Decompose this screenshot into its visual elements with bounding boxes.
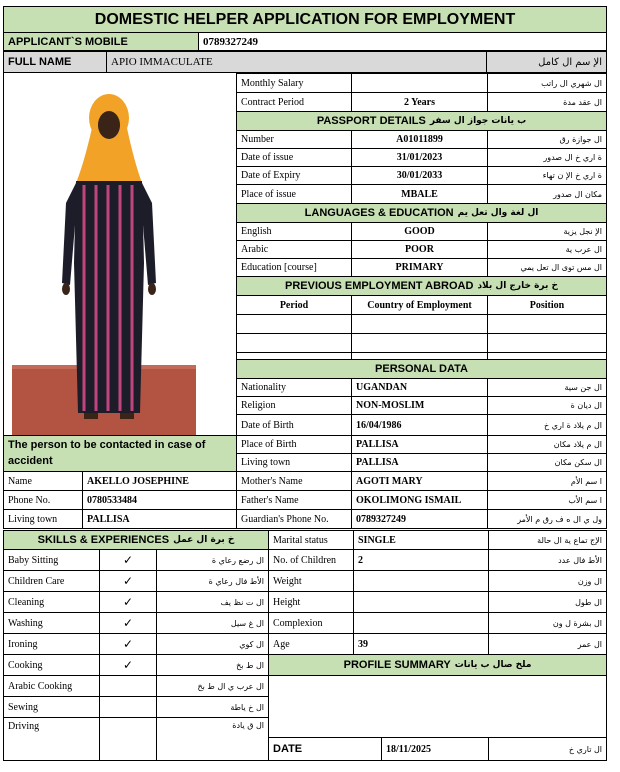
complexion-value: [353, 612, 489, 634]
marital-ar: الإج تماع ية ال حالة: [488, 530, 607, 550]
religion-label: Religion: [236, 396, 352, 415]
skill-ar: ال خ ياطة: [156, 696, 269, 718]
date-value: 18/11/2025: [381, 737, 489, 761]
issue-place-label: Place of issue: [236, 184, 352, 204]
employment-header-label: PREVIOUS EMPLOYMENT ABROAD: [284, 280, 474, 292]
issue-date-value: 31/01/2023: [351, 148, 488, 167]
guardian-phone-label: Guardian's Phone No.: [236, 509, 352, 529]
passport-header-label: PASSPORT DETAILS: [316, 115, 426, 127]
skill-label: Washing: [3, 612, 100, 634]
salary-label: Monthly Salary: [236, 73, 352, 93]
skill-ar: ال غ سيل: [156, 612, 269, 634]
education-ar: ال مس توى ال تعل يمي: [487, 258, 607, 277]
arabic-value: POOR: [351, 240, 488, 259]
religion-value: NON-MOSLIM: [351, 396, 488, 415]
issue-date-ar: ة اري خ ال صدور: [487, 148, 607, 167]
skill-label: Arabic Cooking: [3, 675, 100, 697]
check-icon: [99, 675, 157, 697]
employment-cell: [487, 314, 607, 334]
passport-number-label: Number: [236, 130, 352, 149]
employment-cell: [487, 333, 607, 353]
mobile-label: APPLICANT`S MOBILE: [3, 32, 199, 51]
applicant-photo: [3, 73, 237, 436]
religion-ar: ال ديان ة: [487, 396, 607, 415]
skill-ar: ال كوي: [156, 633, 269, 655]
contact-name-label: Name: [3, 471, 83, 491]
profile-summary-box: [268, 675, 607, 738]
education-value: PRIMARY: [351, 258, 488, 277]
nationality-ar: ال جن سية: [487, 378, 607, 397]
nationality-value: UGANDAN: [351, 378, 488, 397]
check-icon: ✓: [99, 654, 157, 676]
skill-label: Cooking: [3, 654, 100, 676]
guardian-phone-value: 0789327249: [351, 509, 488, 529]
employment-cell: [351, 333, 488, 353]
check-icon: ✓: [99, 549, 157, 571]
marital-value: SINGLE: [353, 530, 489, 550]
mobile-value: 0789327249: [198, 32, 607, 51]
contact-phone-value: 0780533484: [82, 490, 237, 510]
full-name-label: FULL NAME: [3, 51, 107, 73]
contract-value: 2 Years: [351, 92, 488, 112]
skill-label: Cleaning: [3, 591, 100, 613]
skill-label: Baby Sitting: [3, 549, 100, 571]
contract-ar: ال عقد مدة: [487, 92, 607, 112]
employment-header: [236, 276, 607, 296]
english-label: English: [236, 222, 352, 241]
mother-name-ar: ا سم الأم: [487, 471, 607, 491]
weight-ar: ال وزن: [488, 570, 607, 592]
height-value: [353, 591, 489, 613]
english-ar: الإ نجل يزية: [487, 222, 607, 241]
employment-col-period: Period: [236, 295, 352, 315]
weight-value: [353, 570, 489, 592]
age-value: 39: [353, 633, 489, 655]
children-label: No. of Children: [268, 549, 354, 571]
weight-label: Weight: [268, 570, 354, 592]
arabic-ar: ال عرب ية: [487, 240, 607, 259]
complexion-ar: ال بشرة ل ون: [488, 612, 607, 634]
date-ar: ال تاري خ: [488, 737, 607, 761]
skill-ar: ال ط بخ: [156, 654, 269, 676]
page-title: DOMESTIC HELPER APPLICATION FOR EMPLOYMENT: [3, 6, 607, 33]
contract-label: Contract Period: [236, 92, 352, 112]
passport-header: [236, 111, 607, 131]
contact-header: The person to be contacted in case of accident: [3, 435, 237, 472]
employment-cell: [236, 333, 352, 353]
mother-name-label: Mother's Name: [236, 471, 352, 491]
passport-number-ar: ال جوازة رق: [487, 130, 607, 149]
contact-town-value: PALLISA: [82, 509, 237, 529]
personal-header: PERSONAL DATA: [236, 359, 607, 379]
skills-header-ar: خ برة ال عمل: [173, 535, 235, 545]
skill-label: Ironing: [3, 633, 100, 655]
employment-col-country: Country of Employment: [351, 295, 488, 315]
expiry-date-ar: ة اري خ الإ ن تهاء: [487, 166, 607, 185]
mother-name-value: AGOTI MARY: [351, 471, 488, 491]
father-name-value: OKOLIMONG ISMAIL: [351, 490, 488, 510]
employment-cell: [236, 314, 352, 334]
contact-phone-label: Phone No.: [3, 490, 83, 510]
skill-label: Sewing: [3, 696, 100, 718]
height-ar: ال طول: [488, 591, 607, 613]
father-name-ar: ا سم الأب: [487, 490, 607, 510]
skill-ar: ال ت نظ يف: [156, 591, 269, 613]
height-label: Height: [268, 591, 354, 613]
check-icon: [99, 696, 157, 718]
employment-cell: [351, 314, 488, 334]
birth-place-label: Place of Birth: [236, 435, 352, 454]
check-icon: [99, 717, 157, 761]
check-icon: ✓: [99, 633, 157, 655]
dob-value: 16/04/1986: [351, 414, 488, 436]
arabic-label: Arabic: [236, 240, 352, 259]
check-icon: ✓: [99, 612, 157, 634]
passport-header-ar: ب يانات جواز ال سفر: [429, 116, 527, 126]
skill-ar: ال عرب ي ال ط بخ: [156, 675, 269, 697]
living-town-ar: ال سكن مكان: [487, 453, 607, 472]
languages-header-label: LANGUAGES & EDUCATION: [304, 207, 454, 219]
age-label: Age: [268, 633, 354, 655]
salary-ar: ال شهري ال راتب: [487, 73, 607, 93]
birth-place-ar: ال م يلاد مكان: [487, 435, 607, 454]
passport-number-value: A01011899: [351, 130, 488, 149]
expiry-date-label: Date of Expiry: [236, 166, 352, 185]
full-name-ar: الإ سم ال كامل: [486, 51, 607, 73]
dob-label: Date of Birth: [236, 414, 352, 436]
living-town-label: Living town: [236, 453, 352, 472]
contact-town-label: Living town: [3, 509, 83, 529]
check-icon: ✓: [99, 591, 157, 613]
full-name-value: APIO IMMACULATE: [106, 51, 487, 73]
birth-place-value: PALLISA: [351, 435, 488, 454]
skill-ar: الأط فال رعاي ة: [156, 570, 269, 592]
date-label: DATE: [268, 737, 382, 761]
education-label: Education [course]: [236, 258, 352, 277]
father-name-label: Father's Name: [236, 490, 352, 510]
skill-label: Driving: [3, 717, 100, 761]
check-icon: ✓: [99, 570, 157, 592]
skill-ar: ال رضع رعاي ة: [156, 549, 269, 571]
salary-value: [351, 73, 488, 93]
skill-ar: ال ق يادة: [156, 717, 269, 761]
contact-name-value: AKELLO JOSEPHINE: [82, 471, 237, 491]
english-value: GOOD: [351, 222, 488, 241]
living-town-value: PALLISA: [351, 453, 488, 472]
employment-col-position: Position: [487, 295, 607, 315]
age-ar: ال عمر: [488, 633, 607, 655]
skill-label: Children Care: [3, 570, 100, 592]
dob-ar: ال م يلاد ة اري خ: [487, 414, 607, 436]
issue-place-ar: مكان ال صدور: [487, 184, 607, 204]
profile-header: [268, 654, 607, 676]
profile-header-ar: ملخ صال ب يانات: [454, 660, 532, 670]
expiry-date-value: 30/01/2033: [351, 166, 488, 185]
nationality-label: Nationality: [236, 378, 352, 397]
skills-header-label: SKILLS & EXPERIENCES: [37, 534, 170, 546]
children-ar: الأط فال عدد: [488, 549, 607, 571]
employment-header-ar: خ برة خارج ال بلاد: [477, 281, 559, 291]
marital-label: Marital status: [268, 530, 354, 550]
languages-header: [236, 203, 607, 223]
issue-date-label: Date of issue: [236, 148, 352, 167]
guardian-phone-ar: ول ي ال ه ف رق م الأمر: [487, 509, 607, 529]
profile-header-label: PROFILE SUMMARY: [343, 659, 451, 671]
issue-place-value: MBALE: [351, 184, 488, 204]
children-value: 2: [353, 549, 489, 571]
languages-header-ar: ال لغة وال تعل يم: [457, 208, 539, 218]
skills-header: [3, 530, 269, 550]
complexion-label: Complexion: [268, 612, 354, 634]
